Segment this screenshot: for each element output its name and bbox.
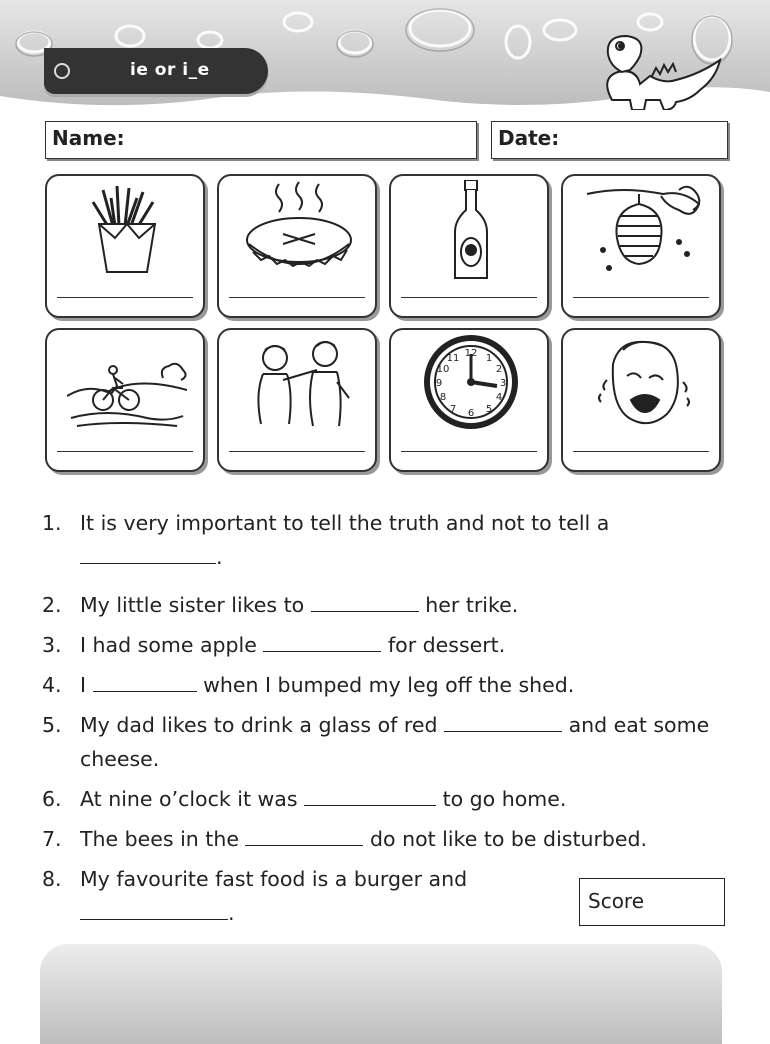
answer-blank[interactable] <box>93 671 197 692</box>
answer-blank[interactable] <box>304 785 436 806</box>
question-text-end: her trike. <box>425 593 519 617</box>
question-text-end: when I bumped my leg off the shed. <box>203 673 575 697</box>
question-text-end: and eat some cheese. <box>80 713 710 771</box>
answer-blank[interactable] <box>80 899 228 920</box>
question-text: My dad likes to drink a glass of red <box>80 713 438 737</box>
picture-card-pie <box>217 174 377 318</box>
picture-card-bike <box>45 328 205 472</box>
picture-card-clock <box>389 328 549 472</box>
header-band <box>0 0 770 110</box>
banner-ring-icon <box>54 63 70 79</box>
score-label: Score <box>588 889 645 913</box>
title-banner <box>44 48 268 94</box>
answer-line[interactable] <box>229 451 365 452</box>
question-text-end: do not like to be disturbed. <box>370 827 648 851</box>
question-text: At nine o’clock it was <box>80 787 298 811</box>
question-text-end: to go home. <box>442 787 567 811</box>
question-number: 7. <box>42 827 62 851</box>
beehive-icon <box>583 180 703 280</box>
answer-line[interactable] <box>401 297 537 298</box>
svg-text:4: 4 <box>495 392 503 403</box>
question-text: I <box>80 673 87 697</box>
question-number: 3. <box>42 633 62 657</box>
answer-line[interactable] <box>57 297 193 298</box>
answer-blank[interactable] <box>444 711 562 732</box>
svg-text:5: 5 <box>485 404 493 415</box>
question-text: My favourite fast food is a burger and <box>80 867 468 891</box>
svg-text:7: 7 <box>449 404 457 415</box>
fries-icon <box>67 180 187 280</box>
crying-face-icon <box>583 334 703 434</box>
answer-line[interactable] <box>573 297 709 298</box>
answer-line[interactable] <box>401 451 537 452</box>
question-text: The bees in the <box>80 827 239 851</box>
svg-text:2: 2 <box>495 364 503 375</box>
svg-text:8: 8 <box>439 392 447 403</box>
question-number: 2. <box>42 593 62 617</box>
answer-blank[interactable] <box>311 591 419 612</box>
svg-text:6: 6 <box>467 408 475 419</box>
question-number: 1. <box>42 511 62 535</box>
picture-card-beehive <box>561 174 721 318</box>
pie-icon <box>239 180 359 280</box>
question-text: I had some apple <box>80 633 257 657</box>
answer-blank[interactable] <box>80 543 216 564</box>
svg-text:1: 1 <box>485 353 493 364</box>
answer-blank[interactable] <box>263 631 381 652</box>
date-label: Date: <box>498 126 560 150</box>
question-number: 4. <box>42 673 62 697</box>
svg-text:3: 3 <box>499 378 507 389</box>
picture-card-crying <box>561 328 721 472</box>
picture-card-wine <box>389 174 549 318</box>
svg-text:11: 11 <box>446 353 460 364</box>
answer-line[interactable] <box>229 297 365 298</box>
name-label: Name: <box>52 126 125 150</box>
question-number: 6. <box>42 787 62 811</box>
question-text-end: . <box>228 901 235 925</box>
question-text-end: . <box>216 545 223 569</box>
picture-card-lie <box>217 328 377 472</box>
bike-ride-icon <box>67 334 187 434</box>
page-title: ie or i_e <box>130 60 210 80</box>
picture-card-fries <box>45 174 205 318</box>
telling-lie-icon <box>239 334 359 434</box>
name-field[interactable] <box>45 121 477 159</box>
svg-text:10: 10 <box>436 364 450 375</box>
question-text: It is very important to tell the truth and not to tell a <box>80 511 610 535</box>
footer-band <box>40 944 722 1044</box>
question-number: 8. <box>42 867 62 891</box>
svg-text:12: 12 <box>464 348 478 359</box>
score-box[interactable] <box>579 878 725 926</box>
answer-line[interactable] <box>57 451 193 452</box>
question-text: My little sister likes to <box>80 593 305 617</box>
answer-line[interactable] <box>573 451 709 452</box>
clock-icon <box>411 334 531 434</box>
date-field[interactable] <box>491 121 728 159</box>
answer-blank[interactable] <box>245 825 363 846</box>
wine-bottle-icon <box>411 180 531 280</box>
svg-text:9: 9 <box>435 378 443 389</box>
question-text-end: for dessert. <box>387 633 506 657</box>
question-number: 5. <box>42 713 62 737</box>
